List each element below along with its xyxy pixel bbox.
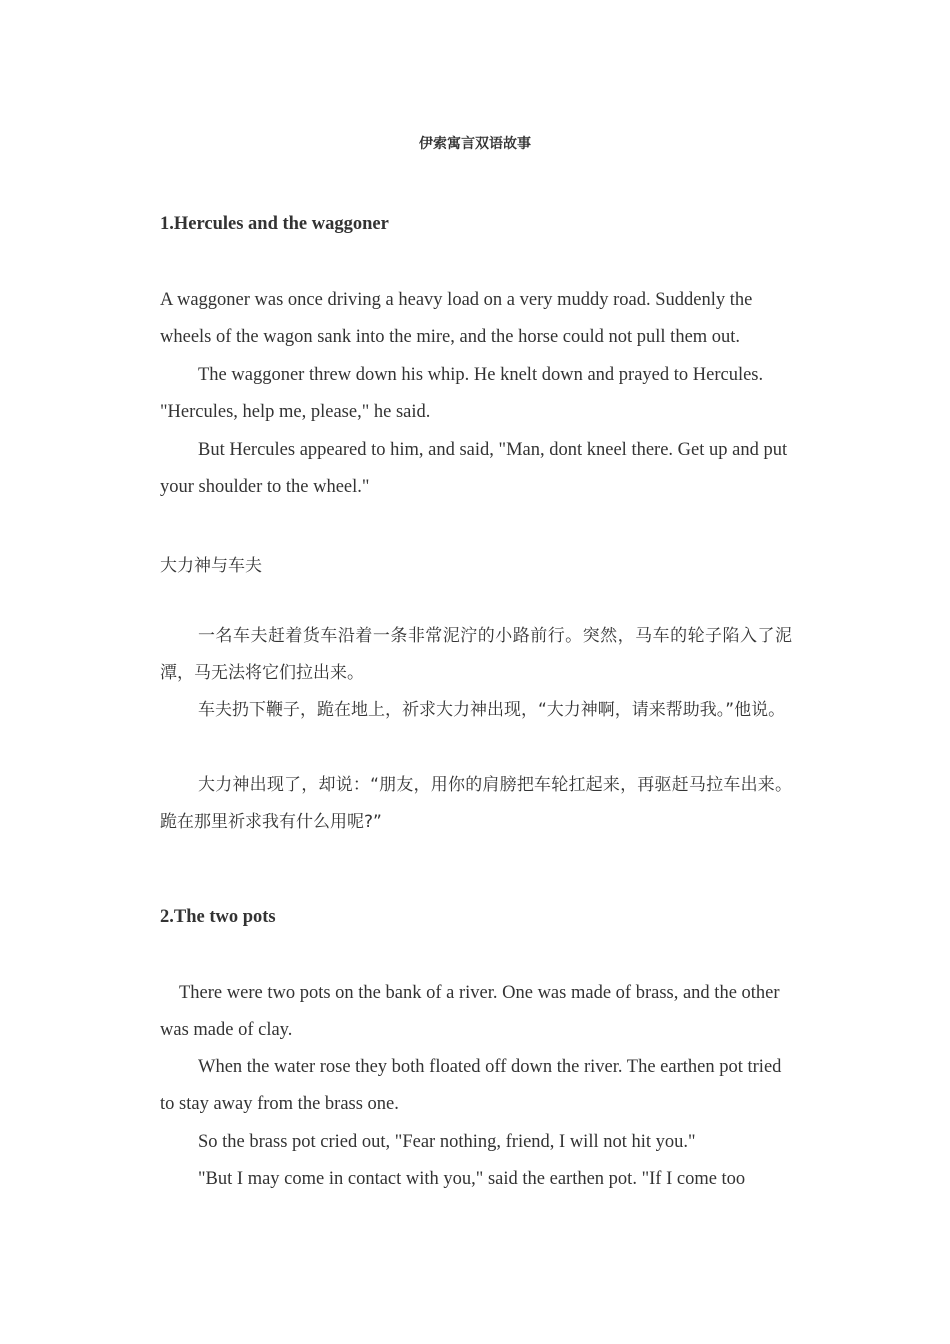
story-2-paragraph-en-4: "But I may come in contact with you," said the earthen pot. "If I come too [198,1169,746,1189]
story-2-paragraph-en-2: When the water rose they both floated off down the river. The earthen pot tried to stay away from the brass one. [160,1057,782,1115]
story-2-paragraph-en-3: So the brass pot cried out, "Fear nothing, friend, I will not hit you." [198,1132,696,1152]
story-1-paragraph-en-3: But Hercules appeared to him, and said, "Man, dont kneel there. Get up and put your shoulder to the wheel." [160,440,788,498]
story-1-paragraph-en-2: The waggoner threw down his whip. He knelt down and prayed to Hercules. "Hercules, help me, please," he said. [160,365,764,423]
story-1-paragraph-cn-1: 一名车夫赶着货车沿着一条非常泥泞的小路前行。突然，马车的轮子陷入了泥潭，马无法将它们拉出来。 [160,626,792,684]
story-2-heading-en: 2.The two pots [160,907,276,927]
story-1-heading-cn: 大力神与车夫 [160,556,262,576]
story-1-heading-en: 1.Hercules and the waggoner [160,214,389,234]
story-1-paragraph-cn-2: 车夫扔下鞭子，跪在地上，祈求大力神出现，“大力神啊，请来帮助我。”他说。 [198,700,786,720]
document-title: 伊索寓言双语故事 [419,136,531,152]
story-1-paragraph-en-1: A waggoner was once driving a heavy load on a very muddy road. Suddenly the wheels of the wagon sank into the mire, and the horse could not pull them out. [160,290,753,348]
story-1-paragraph-cn-3: 大力神出现了，却说：“朋友，用你的肩膀把车轮扛起来，再驱赶马拉车出来。跪在那里祈求我有什么用呢?” [160,775,792,833]
story-2-paragraph-en-1: There were two pots on the bank of a river. One was made of brass, and the other was made of clay. [160,983,780,1041]
